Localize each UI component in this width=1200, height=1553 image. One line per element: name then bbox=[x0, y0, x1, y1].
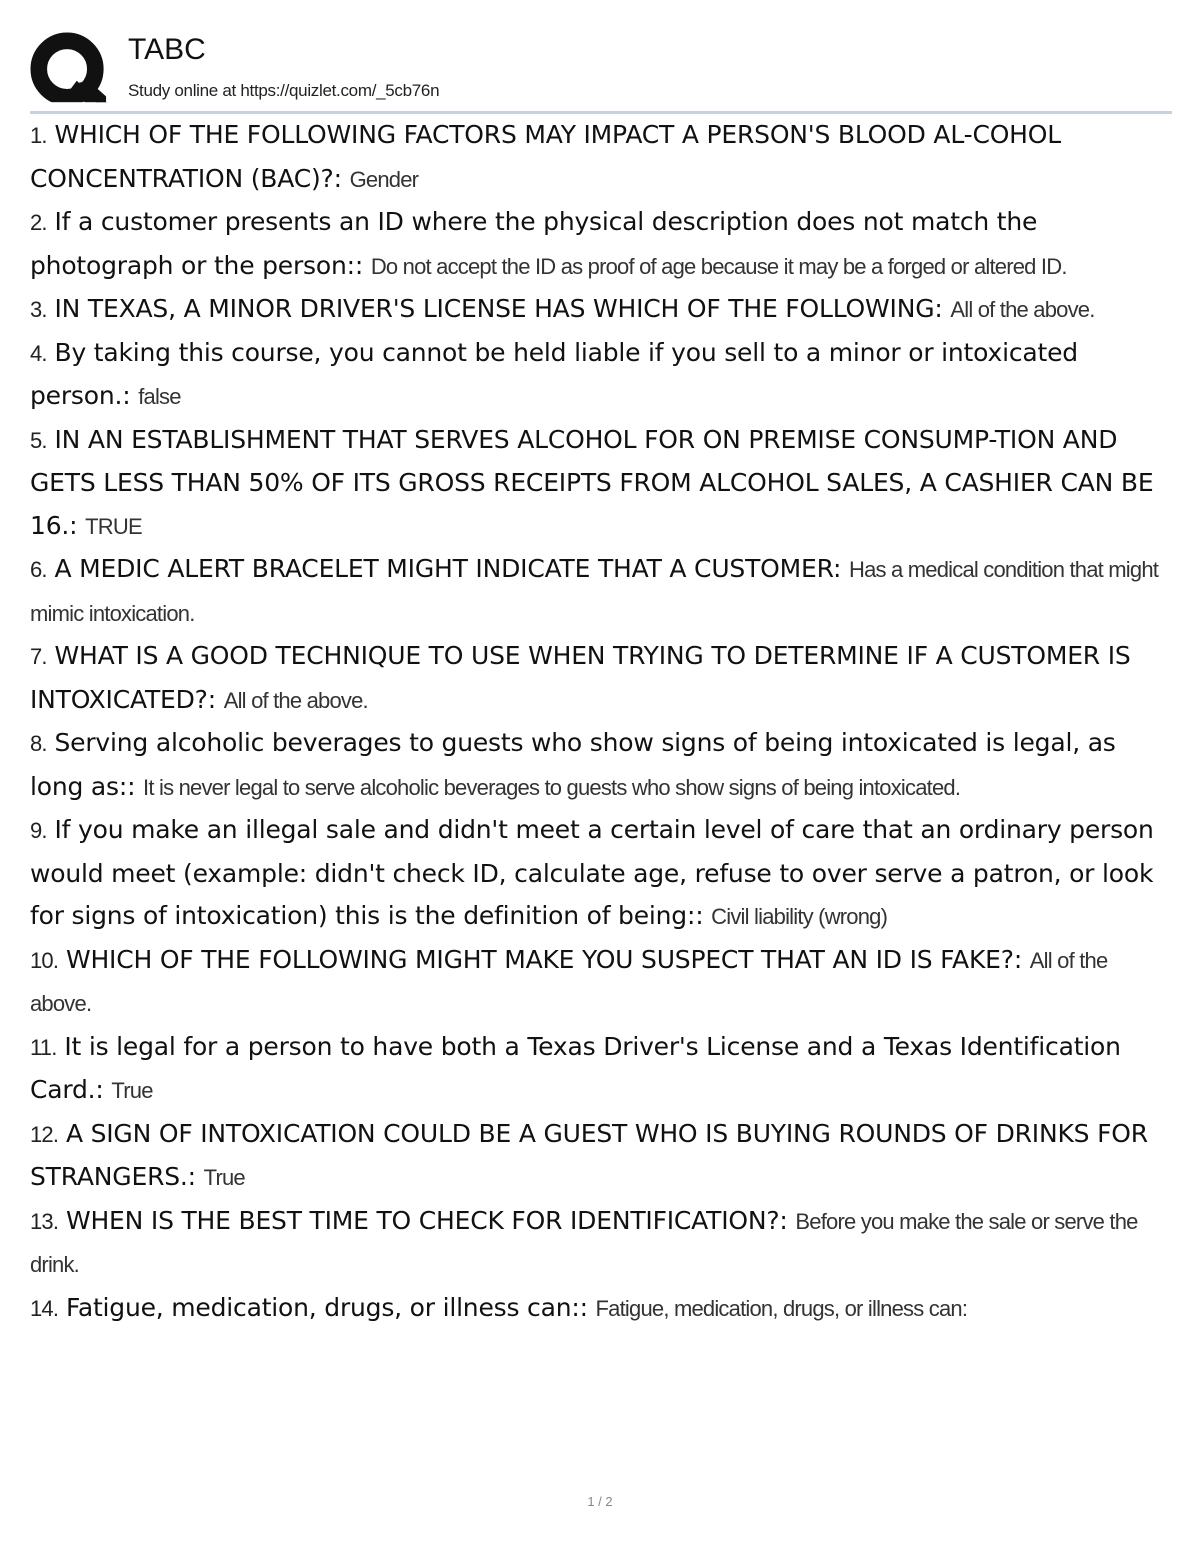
card-number: 12. bbox=[30, 1121, 59, 1147]
card-number: 1. bbox=[30, 123, 47, 148]
card-number: 14. bbox=[30, 1295, 59, 1321]
flashcard-item bbox=[30, 1113, 1172, 1200]
card-number: 11. bbox=[30, 1034, 57, 1060]
card-definition: All of the above. bbox=[950, 297, 1095, 322]
card-definition: Gender bbox=[349, 166, 419, 192]
card-term: IN AN ESTABLISHMENT THAT SERVES ALCOHOL FOR ON PREMISE CONSUMP-TION AND GETS LESS THAN 50% OF ITS GROSS RECEIPTS FROM ALCOHOL SALES, A CASHIER CAN BE 16.: bbox=[30, 424, 1154, 540]
card-number: 3. bbox=[30, 297, 47, 322]
flashcard-item bbox=[30, 809, 1172, 939]
document-header bbox=[30, 30, 1172, 110]
card-term: Serving alcoholic beverages to guests who show signs of being intoxicated is legal, as long as:: bbox=[30, 728, 1116, 801]
card-definition: True bbox=[111, 1078, 153, 1103]
document-title: TABC bbox=[128, 33, 206, 66]
card-definition: Civil liability (wrong) bbox=[711, 904, 888, 929]
flashcard-item bbox=[30, 635, 1172, 722]
card-number: 6. bbox=[30, 557, 47, 582]
card-definition: TRUE bbox=[85, 513, 142, 539]
flashcard-item bbox=[30, 548, 1172, 635]
card-term: It is legal for a person to have both a Texas Driver's License and a Texas Identification Card.: bbox=[30, 1031, 1121, 1104]
card-term: If a customer presents an ID where the physical description does not match the photograph or the person:: bbox=[30, 207, 1038, 280]
card-number: 2. bbox=[30, 210, 47, 235]
card-term: If you make an illegal sale and didn't meet a certain level of care that an ordinary person would meet (example: didn't check ID, calculate age, refuse to over serve a patron, or look for signs of intoxication) this is the definition of being:: bbox=[30, 815, 1154, 930]
card-number: 8. bbox=[30, 731, 47, 756]
card-number: 9. bbox=[30, 818, 47, 843]
card-number: 13. bbox=[30, 1208, 59, 1234]
card-definition: Do not accept the ID as proof of age because it may be a forged or altered ID. bbox=[370, 253, 1067, 279]
flashcard-item bbox=[30, 201, 1172, 288]
card-number: 7. bbox=[30, 644, 47, 669]
flashcard-item bbox=[30, 939, 1172, 1026]
flashcard-list bbox=[30, 114, 1172, 1330]
card-term: By taking this course, you cannot be held liable if you sell to a minor or intoxicated person.: bbox=[30, 337, 1078, 410]
flashcard-item bbox=[30, 332, 1172, 419]
card-term: A MEDIC ALERT BRACELET MIGHT INDICATE THAT A CUSTOMER: bbox=[54, 554, 842, 583]
flashcard-item bbox=[30, 1026, 1172, 1113]
card-definition: false bbox=[138, 384, 181, 409]
card-definition: It is never legal to serve alcoholic beverages to guests who show signs of being intoxicated. bbox=[143, 774, 961, 800]
card-definition: All of the above. bbox=[30, 947, 1108, 1016]
card-term: A SIGN OF INTOXICATION COULD BE A GUEST WHO IS BUYING ROUNDS OF DRINKS FOR STRANGERS.: bbox=[30, 1118, 1148, 1191]
quizlet-logo-icon bbox=[30, 32, 108, 110]
flashcard-item bbox=[30, 288, 1172, 332]
card-term: Fatigue, medication, drugs, or illness can:: bbox=[65, 1292, 588, 1322]
card-definition: Fatigue, medication, drugs, or illness can: bbox=[595, 1295, 968, 1321]
page-number: 1 / 2 bbox=[587, 1494, 613, 1509]
card-term: WHEN IS THE BEST TIME TO CHECK FOR IDENTIFICATION?: bbox=[65, 1205, 788, 1235]
card-term: WHICH OF THE FOLLOWING MIGHT MAKE YOU SUSPECT THAT AN ID IS FAKE?: bbox=[65, 944, 1023, 974]
flashcard-item bbox=[30, 722, 1172, 809]
card-definition: True bbox=[203, 1165, 245, 1190]
flashcard-item bbox=[30, 114, 1172, 201]
card-definition: Before you make the sale or serve the drink. bbox=[30, 1208, 1138, 1277]
card-term: WHAT IS A GOOD TECHNIQUE TO USE WHEN TRYING TO DETERMINE IF A CUSTOMER IS INTOXICATED?: bbox=[30, 641, 1131, 714]
card-definition: All of the above. bbox=[223, 687, 368, 713]
study-online-link[interactable]: Study online at https://quizlet.com/_5cb76n bbox=[128, 81, 440, 100]
flashcard-item bbox=[30, 1200, 1172, 1287]
card-term: IN TEXAS, A MINOR DRIVER'S LICENSE HAS WHICH OF THE FOLLOWING: bbox=[54, 294, 943, 323]
card-number: 5. bbox=[30, 427, 47, 453]
card-number: 10. bbox=[30, 947, 59, 973]
card-number: 4. bbox=[30, 340, 47, 366]
card-definition: Has a medical condition that might mimic intoxication. bbox=[30, 557, 1159, 626]
card-term: WHICH OF THE FOLLOWING FACTORS MAY IMPACT A PERSON'S BLOOD AL-COHOL CONCENTRATION (BAC)?: bbox=[30, 120, 1061, 193]
flashcard-item bbox=[30, 419, 1172, 549]
flashcard-item bbox=[30, 1287, 1172, 1331]
